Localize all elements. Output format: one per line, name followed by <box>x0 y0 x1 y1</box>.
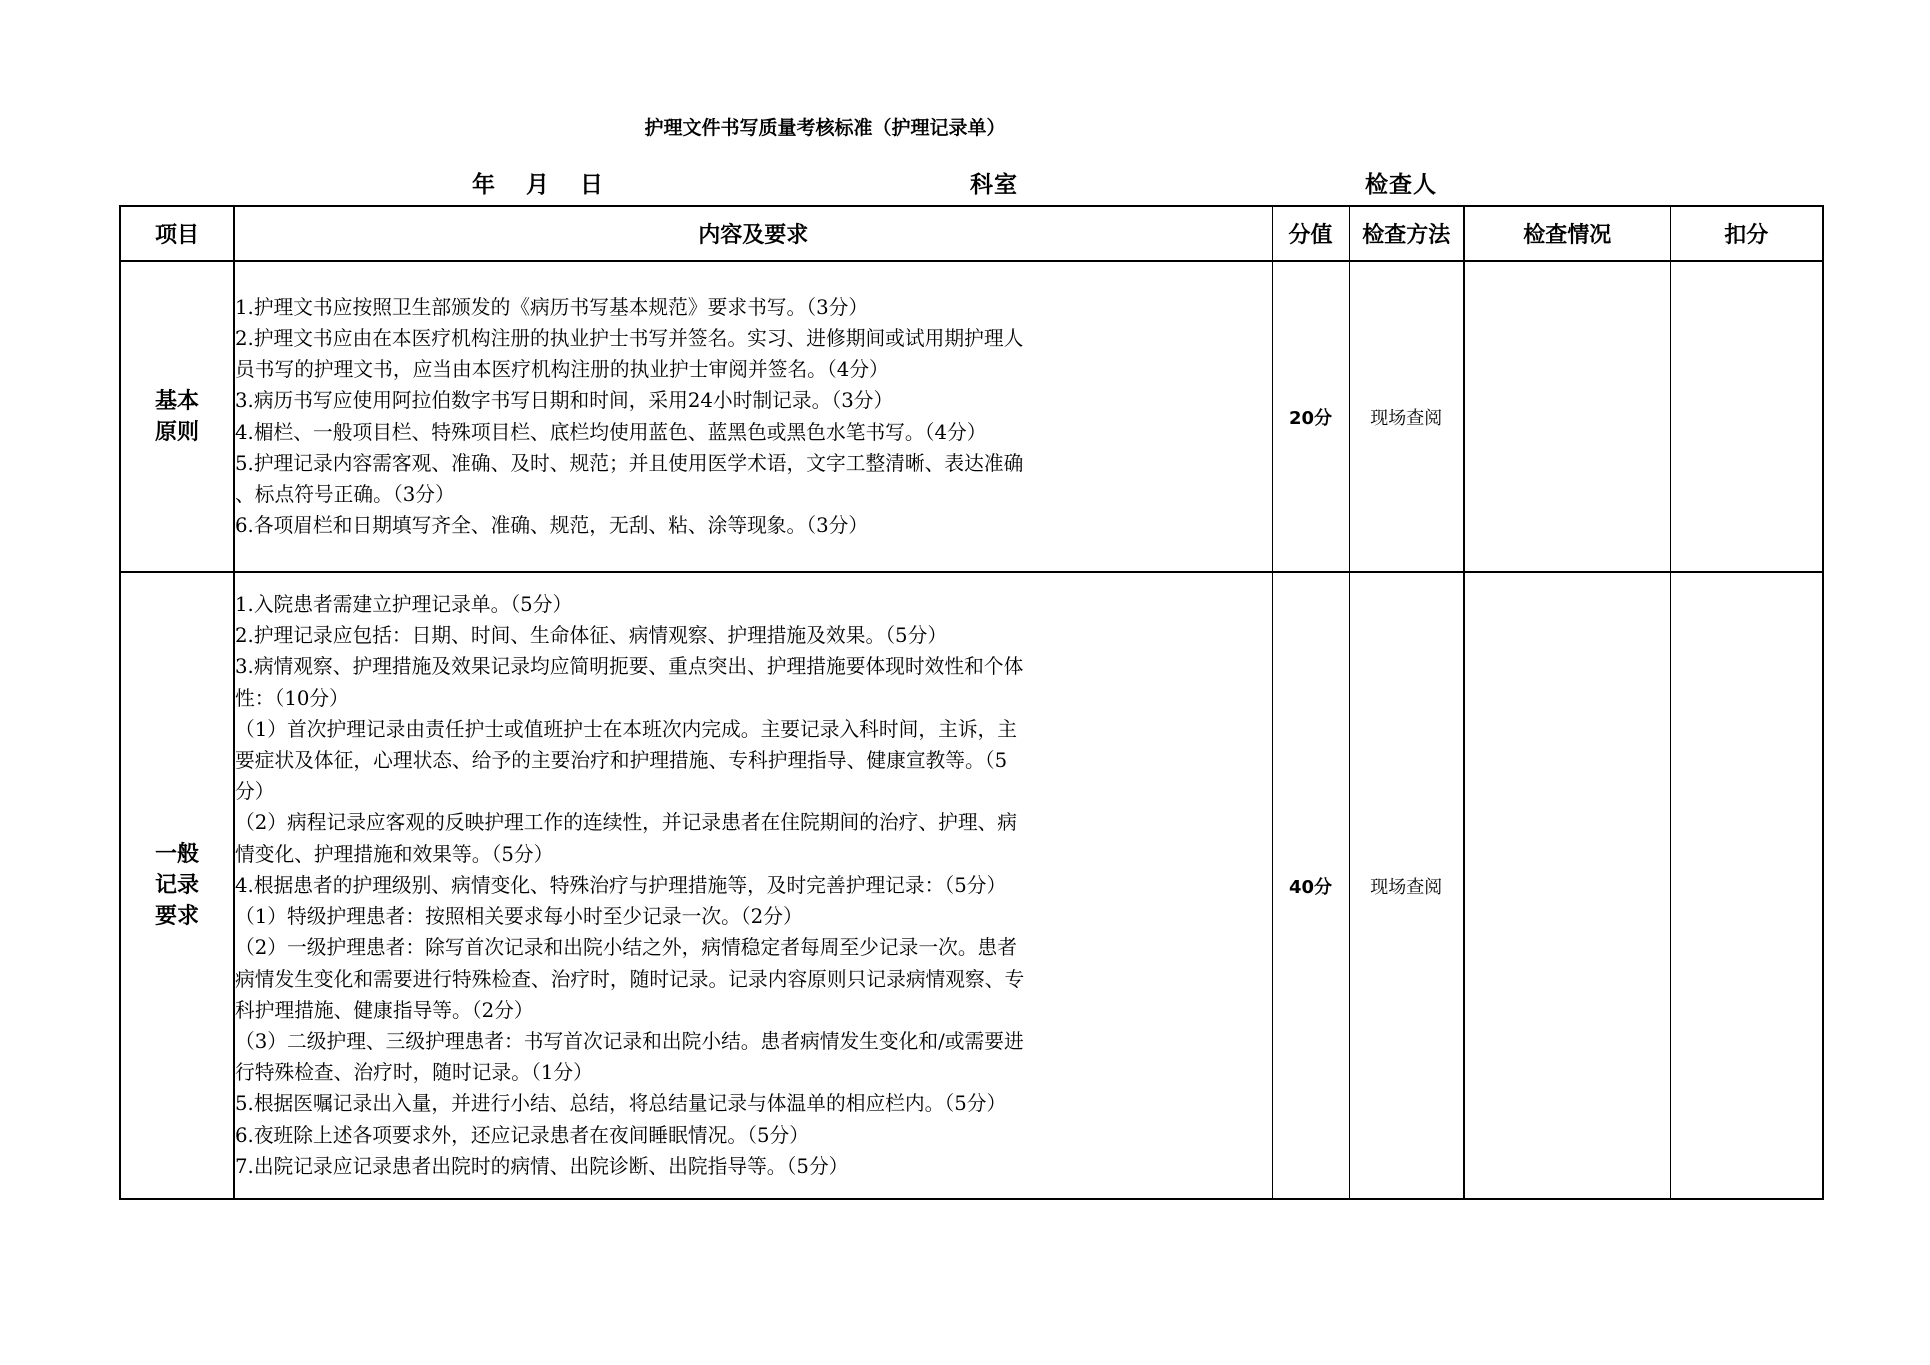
year-label: 年 <box>472 172 496 198</box>
requirement-line: 病情发生变化和需要进行特殊检查、治疗时，随时记录。记录内容原则只记录病情观察、专 <box>235 966 1025 991</box>
requirements-cell <box>234 572 1272 1199</box>
header-deduction: 扣分 <box>1670 206 1823 261</box>
inspector-label: 检查人 <box>1365 172 1437 198</box>
assessment-table <box>119 205 1824 1200</box>
requirement-line: 情变化、护理措施和效果等。（5分） <box>235 841 554 866</box>
deduction-cell[interactable] <box>1670 261 1823 572</box>
requirement-line: （3）二级护理、三级护理患者：书写首次记录和出院小结。患者病情发生变化和/或需要进 <box>235 1028 1024 1053</box>
department-label: 科室 <box>970 172 1018 198</box>
requirement-line: 1.护理文书应按照卫生部颁发的《病历书写基本规范》要求书写。（3分） <box>235 294 869 319</box>
requirement-line: （1）首次护理记录由责任护士或值班护士在本班次内完成。主要记录入科时间，主诉，主 <box>235 716 1018 741</box>
requirements-cell <box>234 261 1272 572</box>
header-method: 检查方法 <box>1349 206 1464 261</box>
requirement-line: 1.入院患者需建立护理记录单。（5分） <box>235 592 573 617</box>
page-title: 护理文件书写质量考核标准（护理记录单） <box>644 117 1006 139</box>
category-label: 记录 <box>154 873 199 898</box>
requirement-line: 6.各项眉栏和日期填写齐全、准确、规范，无刮、粘、涂等现象。（3分） <box>235 513 869 538</box>
requirement-line: 5.护理记录内容需客观、准确、及时、规范；并且使用医学术语，文字工整清晰、表达准确 <box>235 450 1024 475</box>
requirement-line: 分） <box>235 779 275 804</box>
requirement-line: 4.根据患者的护理级别、病情变化、特殊治疗与护理措施等，及时完善护理记录：（5分） <box>235 872 1007 897</box>
day-label: 日 <box>580 172 604 198</box>
month-label: 月 <box>526 172 550 198</box>
requirement-line: 行特殊检查、治疗时，随时记录。（1分） <box>235 1060 593 1085</box>
requirement-line: 、标点符号正确。（3分） <box>235 481 455 506</box>
header-content: 内容及要求 <box>234 206 1272 261</box>
requirement-line: （2）一级护理患者：除写首次记录和出院小结之外，病情稳定者每周至少记录一次。患者 <box>235 935 1018 960</box>
header-status: 检查情况 <box>1464 206 1670 261</box>
header-item: 项目 <box>120 206 234 261</box>
status-cell[interactable] <box>1464 572 1670 1199</box>
requirement-line: （2）病程记录应客观的反映护理工作的连续性，并记录患者在住院期间的治疗、护理、病 <box>235 810 1018 835</box>
requirement-line: 3.病历书写应使用阿拉伯数字书写日期和时间，采用24小时制记录。（3分） <box>235 388 894 413</box>
status-cell[interactable] <box>1464 261 1670 572</box>
requirement-line: （1）特级护理患者：按照相关要求每小时至少记录一次。（2分） <box>235 904 803 929</box>
requirement-line: 2.护理文书应由在本医疗机构注册的执业护士书写并签名。实习、进修期间或试用期护理人 <box>235 325 1024 350</box>
category-label: 基本 <box>154 388 199 414</box>
score-cell: 20分 <box>1272 261 1349 572</box>
header-score: 分值 <box>1272 206 1349 261</box>
category-label: 原则 <box>154 419 199 445</box>
deduction-cell[interactable] <box>1670 572 1823 1199</box>
category-cell <box>120 572 234 1199</box>
requirement-line: 要症状及体征，心理状态、给予的主要治疗和护理措施、专科护理指导、健康宣教等。（5 <box>235 748 1008 773</box>
table-row <box>120 261 1823 572</box>
requirement-line: 2.护理记录应包括：日期、时间、生命体征、病情观察、护理措施及效果。（5分） <box>235 623 948 648</box>
requirement-line: 3.病情观察、护理措施及效果记录均应简明扼要、重点突出、护理措施要体现时效性和个体 <box>235 654 1024 679</box>
requirement-line: 6.夜班除上述各项要求外，还应记录患者在夜间睡眠情况。（5分） <box>235 1122 809 1147</box>
date-field <box>472 166 634 199</box>
requirement-line: 5.根据医嘱记录出入量，并进行小结、总结，将总结量记录与体温单的相应栏内。（5分） <box>235 1091 1007 1116</box>
method-cell: 现场查阅 <box>1349 572 1464 1199</box>
requirement-line: 员书写的护理文书，应当由本医疗机构注册的执业护士审阅并签名。（4分） <box>235 357 889 382</box>
category-cell <box>120 261 234 572</box>
category-label: 一般 <box>154 842 199 867</box>
requirement-line: 4.楣栏、一般项目栏、特殊项目栏、底栏均使用蓝色、蓝黑色或黑色水笔书写。（4分） <box>235 419 987 444</box>
requirement-line: 科护理措施、健康指导等。（2分） <box>235 997 534 1022</box>
requirement-line: 性：（10分） <box>235 685 349 710</box>
table-row <box>120 572 1823 1199</box>
method-cell: 现场查阅 <box>1349 261 1464 572</box>
header-row <box>120 206 1823 261</box>
requirement-line: 7.出院记录应记录患者出院时的病情、出院诊断、出院指导等。（5分） <box>235 1153 849 1178</box>
score-cell: 40分 <box>1272 572 1349 1199</box>
category-label: 要求 <box>154 904 199 929</box>
